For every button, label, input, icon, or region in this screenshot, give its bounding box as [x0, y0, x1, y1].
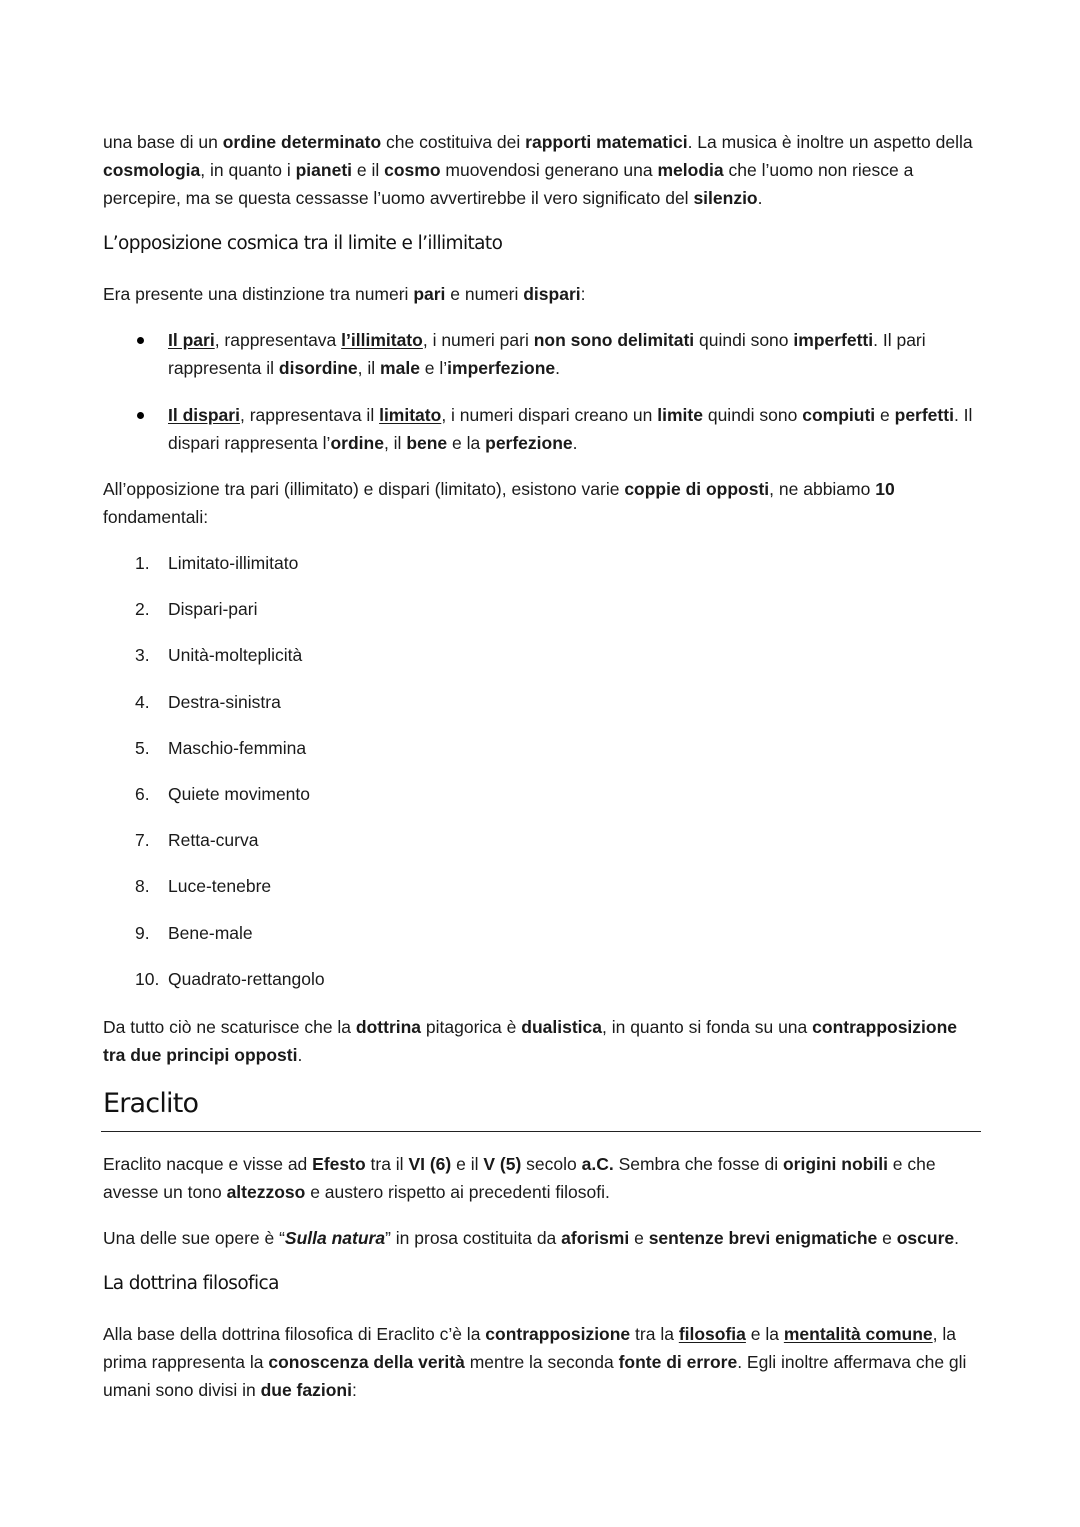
- list-item: 4. Destra-sinistra: [135, 691, 281, 712]
- bullet-dot-icon: [137, 412, 144, 419]
- section-heading-opposizione: L’opposizione cosmica tra il limite e l’illimitato: [103, 233, 503, 254]
- bio-paragraph: Eraclito nacque e visse ad Efesto tra il VI (6) e il V (5) secolo a.C. Sembra che fosse di origini nobili e che avesse un tono altezzoso e austero rispetto ai precedenti filosofi.: [103, 1153, 936, 1202]
- bullet-item-pari: Il pari, rappresentava l’illimitato, i numeri pari non sono delimitati quindi sono imperfetti. Il pari rappresenta il disordine, il male e l’imperfezione.: [103, 326, 979, 382]
- list-item: 1. Limitato-illimitato: [135, 553, 299, 573]
- intro-paragraph: una base di un ordine determinato che costituiva dei rapporti matematici. La musica è inoltre un aspetto della cosmologia, in quanto i pianeti e il cosmo muovendosi generano una melodia che l’uomo non riesce a percepire, ma se questa cessasse l’uomo avvertirebbe il vero significato del silenzio.: [103, 132, 973, 208]
- conclusion-paragraph: Da tutto ciò ne scaturisce che la dottrina pitagorica è dualistica, in quanto si fonda su una contrapposizione tra due principi opposti.: [103, 1016, 958, 1065]
- works-paragraph: Una delle sue opere è “Sulla natura” in prosa costituita da aforismi e sentenze brevi enigmatiche e oscure.: [103, 1227, 959, 1248]
- bullet-list: [103, 326, 979, 457]
- lead-paragraph: Era presente una distinzione tra numeri pari e numeri dispari:: [103, 284, 586, 304]
- section-heading-dottrina: La dottrina filosofica: [103, 1272, 279, 1294]
- list-item: 8. Luce-tenebre: [135, 876, 272, 897]
- list-item: 2. Dispari-pari: [135, 599, 258, 620]
- list-item: 9. Bene-male: [135, 922, 253, 943]
- opposites-paragraph: All’opposizione tra pari (illimitato) e dispari (limitato), esistono varie coppie di opposti, ne abbiamo 10 fondamentali:: [103, 479, 895, 527]
- list-item: 5. Maschio-femmina: [135, 737, 307, 758]
- list-item: 10. Quadrato-rettangolo: [135, 968, 325, 989]
- opposites-list: [103, 549, 979, 993]
- list-item: 7. Retta-curva: [135, 830, 259, 851]
- bullet-item-dispari: Il dispari, rappresentava il limitato, i numeri dispari creano un limite quindi sono compiuti e perfetti. Il dispari rappresenta l’ordine, il bene e la perfezione.: [103, 401, 979, 457]
- doctrine-paragraph: Alla base della dottrina filosofica di Eraclito c’è la contrapposizione tra la filosofia e la mentalità comune, la prima rappresenta la conoscenza della verità mentre la seconda fonte di errore. Egli inoltre affermava che gli umani sono divisi in due fazioni:: [103, 1323, 967, 1400]
- heading-eraclito: Eraclito: [101, 1087, 981, 1132]
- bullet-dot-icon: [137, 337, 144, 344]
- list-item: 3. Unità-molteplicità: [135, 645, 303, 666]
- list-item: 6. Quiete movimento: [135, 783, 311, 804]
- document-page: [103, 128, 979, 1422]
